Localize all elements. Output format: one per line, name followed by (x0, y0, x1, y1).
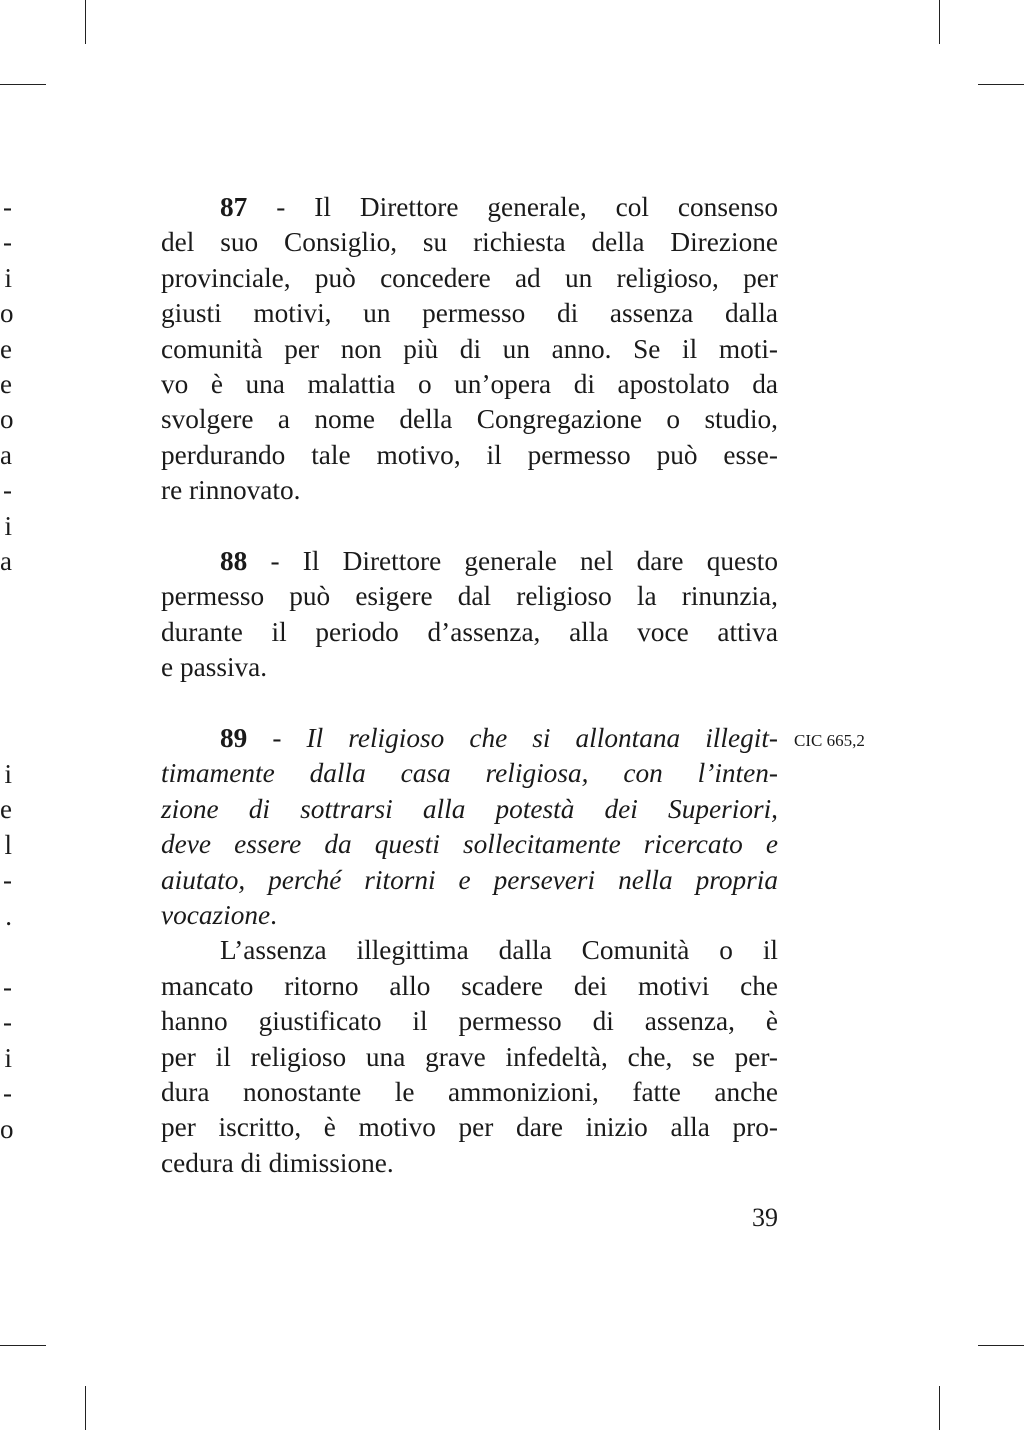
text-line: mancato ritorno allo scadere dei motivi che (161, 970, 778, 1001)
text-line: deve essere da questi sollecitamente ricercato e (161, 829, 778, 860)
article-number: 89 (220, 723, 248, 753)
text-line: per il religioso una grave infedeltà, che, se per- (161, 1041, 778, 1072)
text-line: re rinnovato. (161, 475, 301, 506)
text-line (161, 190, 778, 225)
paragraph-87 (161, 190, 778, 509)
paragraph-88 (161, 544, 778, 686)
text-span: - (247, 723, 307, 753)
text-line (161, 898, 778, 933)
bleed-char: e (0, 333, 12, 364)
bleed-char: - (3, 1078, 12, 1109)
crop-mark-top-left-horizontal (0, 84, 46, 85)
text-line: perdurando tale motivo, il permesso può esse- (161, 439, 778, 470)
text-line: permesso può esigere dal religioso la rinunzia, (161, 581, 778, 612)
bleed-char: o (0, 298, 14, 329)
text-line: giusti motivi, un permesso di assenza dalla (161, 298, 778, 329)
italic-text: vocazione (161, 899, 271, 930)
left-bleed-group-2 (0, 757, 12, 934)
bleed-char: a (0, 439, 12, 470)
bleed-char: - (3, 1007, 12, 1038)
text-line: provinciale, può concedere ad un religioso, per (161, 262, 778, 293)
text-span: - Il Direttore generale, col consenso (247, 192, 778, 222)
crop-mark-bottom-left-vertical (85, 1386, 86, 1430)
text-line: durante il periodo d’assenza, alla voce attiva (161, 616, 778, 647)
bleed-char: i (4, 759, 12, 789)
text-line (161, 544, 778, 579)
bleed-char: l (4, 829, 12, 860)
text-line: svolgere a nome della Congregazione o studio, (161, 404, 778, 435)
crop-mark-top-right-vertical (939, 0, 940, 44)
bleed-char: a (0, 545, 12, 576)
text-line: L’assenza illegittima dalla Comunità o il (220, 935, 778, 966)
bleed-char: - (3, 192, 12, 222)
left-bleed-group-1 (0, 190, 12, 579)
bleed-char: - (3, 475, 12, 506)
text-line: dura nonostante le ammonizioni, fatte anche (161, 1076, 778, 1107)
text-span: . (270, 899, 277, 930)
crop-mark-bottom-left-horizontal (0, 1345, 46, 1346)
text-span: - Il Direttore generale nel dare questo (247, 546, 778, 576)
article-number: 88 (220, 546, 248, 576)
bleed-char: . (5, 900, 12, 931)
bleed-char: - (3, 972, 12, 1002)
text-line: hanno giustificato il permesso di assenza, è (161, 1006, 778, 1037)
crop-mark-bottom-right-vertical (939, 1386, 940, 1430)
crop-mark-top-right-horizontal (978, 84, 1024, 85)
text-line: comunità per non più di un anno. Se il moti- (161, 333, 778, 364)
bleed-char: i (4, 262, 12, 293)
text-line: aiutato, perché ritorni e perseveri nella propria (161, 864, 778, 895)
text-line: vo è una malattia o un’opera di apostolato da (161, 368, 778, 399)
bleed-char: e (0, 794, 12, 825)
bleed-char: - (3, 227, 12, 258)
crop-mark-bottom-right-horizontal (978, 1345, 1024, 1346)
page-number: 39 (752, 1203, 778, 1232)
italic-text: Il religioso che si allontana illegit- (306, 723, 778, 753)
crop-mark-top-left-vertical (85, 0, 86, 44)
bleed-char: - (3, 865, 12, 896)
paragraph-89 (161, 721, 778, 1181)
margin-note: CIC 665,2 (794, 731, 865, 750)
bleed-char: e (0, 368, 12, 399)
text-line: per iscritto, è motivo per dare inizio alla pro- (161, 1112, 778, 1143)
text-line: timamente dalla casa religiosa, con l’inten- (161, 758, 778, 789)
article-number: 87 (220, 192, 248, 222)
bleed-char: o (0, 404, 14, 435)
text-line (161, 721, 778, 756)
left-bleed-group-3 (0, 970, 12, 1147)
bleed-char: i (4, 1042, 12, 1073)
bleed-char: i (4, 510, 12, 541)
bleed-char: o (0, 1113, 14, 1144)
text-line: e passiva. (161, 652, 268, 683)
text-line: cedura di dimissione. (161, 1147, 394, 1178)
text-line: del suo Consiglio, su richiesta della Direzione (161, 227, 778, 258)
text-line: zione di sottrarsi alla potestà dei Superiori, (161, 793, 778, 824)
